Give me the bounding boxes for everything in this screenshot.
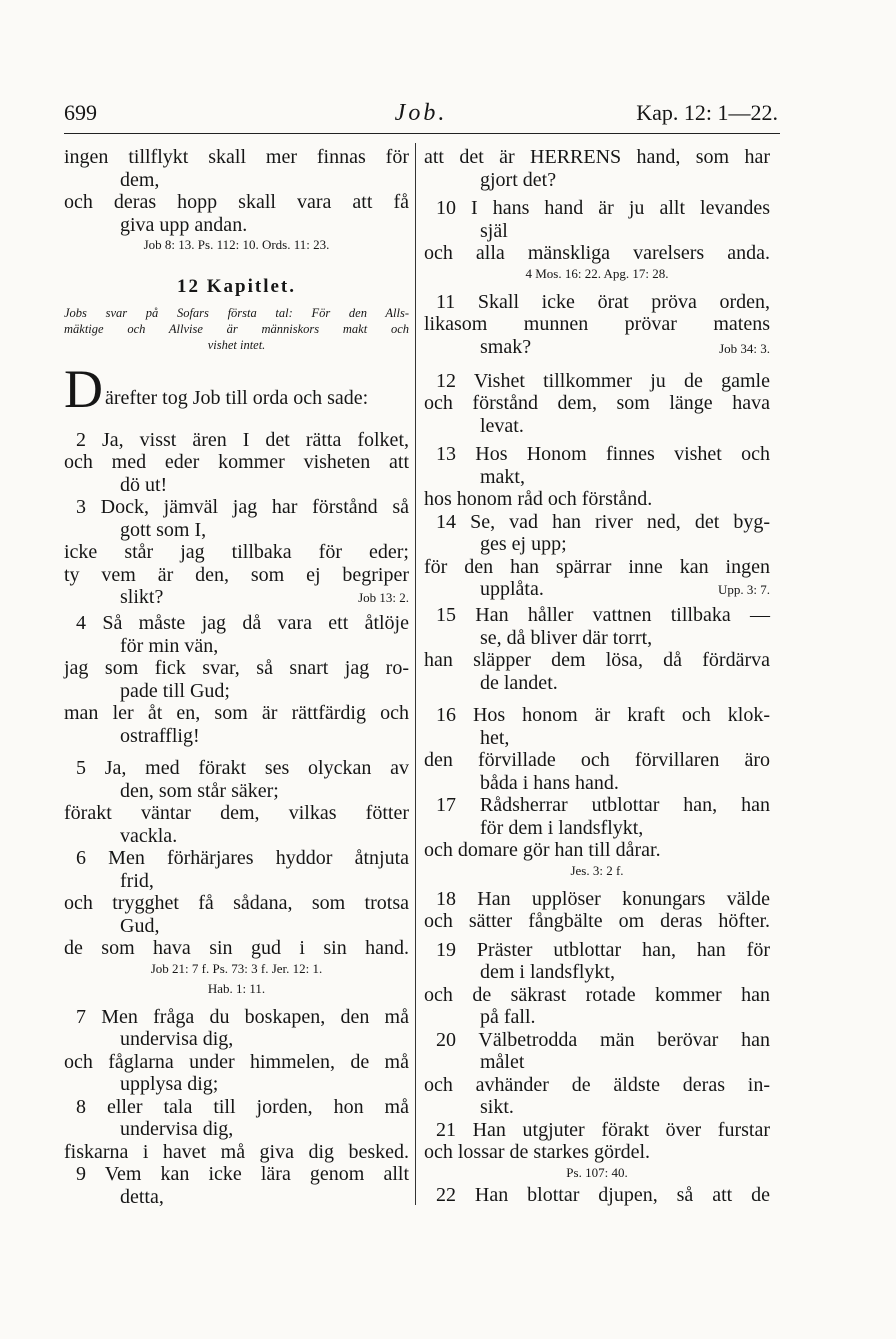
verse-line: 17 Rådsherrar utblottar han, han xyxy=(436,794,770,816)
text-line-with-cite xyxy=(64,586,409,612)
text-line: slikt? xyxy=(120,586,164,608)
text-line: fiskarna i havet må giva dig besked. xyxy=(64,1140,409,1163)
verse-line: 10 I hans hand är ju allt levandes xyxy=(436,197,770,219)
text-line: hos honom råd och förstånd. xyxy=(424,488,653,510)
verse-line: 4 Så måste jag då vara ett åtlöje xyxy=(76,612,409,634)
text-line: vackla. xyxy=(120,824,178,847)
text-line: gjort det? xyxy=(480,168,557,191)
drop-cap: D xyxy=(64,358,103,419)
text-line: levat. xyxy=(480,414,524,437)
text-line: upplysa dig; xyxy=(120,1073,219,1095)
summary-line: mäktige och Allvise är människors makt och xyxy=(64,321,409,336)
chapter-heading: 12 Kapitlet. xyxy=(177,276,296,297)
page-number: 699 xyxy=(64,100,97,125)
text-line: undervisa dig, xyxy=(120,1028,234,1050)
text-line: för min vän, xyxy=(120,634,219,657)
text-line: och alla mänskliga varelsers anda. xyxy=(424,242,770,264)
text-line: ärefter tog Job till orda och sade: xyxy=(105,386,369,409)
verse-line: 18 Han upplöser konungars välde xyxy=(436,887,770,910)
summary-line: vishet intet. xyxy=(207,337,266,352)
text-line: ty vem är den, som ej begriper xyxy=(64,563,409,586)
divine-name: HERRENS xyxy=(530,146,622,168)
text-line: ingen tillflykt skall mer finnas för xyxy=(64,146,409,168)
text-line: giva upp andan. xyxy=(120,213,248,236)
left-column xyxy=(64,146,409,1208)
text-line: icke står jag tillbaka för eder; xyxy=(64,541,409,563)
text-line: sikt. xyxy=(480,1096,514,1118)
text-line: på fall. xyxy=(480,1006,536,1028)
text-line: upplåta. xyxy=(480,578,544,600)
text-line: för dem i landsflykt, xyxy=(480,816,644,839)
column-divider xyxy=(415,143,416,1205)
text-line: de som hava sin gud i sin hand. xyxy=(64,937,409,959)
text-line: och förstånd dem, som länge hava xyxy=(424,392,770,414)
opening-verse xyxy=(64,358,409,419)
chapter-summary xyxy=(64,305,409,353)
text-line: jag som fick svar, så snart jag ro- xyxy=(64,657,409,679)
text-line: att det är HERRENS hand, som har xyxy=(424,146,770,168)
verse-line: 7 Men fråga du boskapen, den må xyxy=(76,1005,409,1028)
cross-reference: Jes. 3: 2 f. xyxy=(570,862,624,878)
verse-line: 19 Präster utblottar han, han för xyxy=(436,938,770,961)
running-book-title: Job. xyxy=(394,100,448,126)
text-line: ges ej upp; xyxy=(480,533,567,555)
cross-reference: Ps. 107: 40. xyxy=(566,1164,628,1180)
text-line: och trygghet få sådana, som trotsa xyxy=(64,892,409,914)
text-line-with-cite xyxy=(424,336,770,364)
text-line: dö ut! xyxy=(120,473,168,496)
text-line: ostrafflig! xyxy=(120,724,200,747)
cross-reference: Job 21: 7 f. Ps. 73: 3 f. Jer. 12: 1. xyxy=(150,960,323,976)
verse-line: 6 Men förhärjares hyddor åtnjuta xyxy=(76,847,409,869)
text-line: för den han spärrar inne kan ingen xyxy=(424,555,770,578)
text-line: och sätter fångbälte om deras höfter. xyxy=(424,910,770,932)
text-line: och de säkrast rotade kommer han xyxy=(424,983,770,1006)
cross-reference: Hab. 1: 11. xyxy=(207,980,266,996)
cross-reference: Job 13: 2. xyxy=(358,590,409,605)
text-line: detta, xyxy=(120,1185,164,1208)
text-line: dem i landsflykt, xyxy=(480,961,615,983)
verse-line: 13 Hos Honom finnes vishet och xyxy=(436,443,770,465)
verse-line: 5 Ja, med förakt ses olyckan av xyxy=(76,757,409,779)
text-line: likasom munnen prövar matens xyxy=(424,313,770,335)
text-line: båda i hans hand. xyxy=(480,771,619,794)
text-line: se, då bliver där torrt, xyxy=(480,626,653,649)
header-rule xyxy=(64,133,780,134)
cross-reference: 4 Mos. 16: 22. Apg. 17: 28. xyxy=(525,265,669,281)
verse-line: 16 Hos honom är kraft och klok- xyxy=(436,704,770,726)
page-header xyxy=(64,100,778,134)
verse-line: 8 eller tala till jorden, hon må xyxy=(76,1095,409,1118)
text-line: undervisa dig, xyxy=(120,1118,234,1140)
verse-line: 22 Han blottar djupen, så att de xyxy=(436,1183,770,1206)
text-line: frid, xyxy=(120,869,154,892)
verse-line: 2 Ja, visst ären I det rätta folket, xyxy=(76,428,409,451)
summary-line: Jobs svar på Sofars första tal: För den Alls- xyxy=(64,305,409,320)
text-line: het, xyxy=(480,726,510,749)
text-line: pade till Gud; xyxy=(120,679,230,702)
cross-reference: Job 8: 13. Ps. 112: 10. Ords. 11: 23. xyxy=(143,237,330,252)
verse-line: 21 Han utgjuter förakt över furstar xyxy=(436,1118,770,1141)
text-line: själ xyxy=(480,219,508,242)
text-line: den, som står säker; xyxy=(120,779,279,802)
verse-line: 3 Dock, jämväl jag har förstånd så xyxy=(76,496,409,518)
text-line: man ler åt en, som är rättfärdig och xyxy=(64,702,409,724)
text-line: Gud, xyxy=(120,914,160,937)
text-line: och avhänder de äldste deras in- xyxy=(424,1073,770,1096)
verse-line: 20 Välbetrodda män berövar han xyxy=(436,1028,770,1051)
text-line: och deras hopp skall vara att få xyxy=(64,191,409,213)
text-line: smak? xyxy=(480,335,532,358)
right-column xyxy=(424,146,770,1206)
text-line: målet xyxy=(480,1051,525,1073)
text-line: han släpper dem lösa, då fördärva xyxy=(424,649,770,671)
cross-reference: Job 34: 3. xyxy=(719,340,770,356)
verse-line: 12 Vishet tillkommer ju de gamle xyxy=(436,369,770,392)
verse-line: 9 Vem kan icke lära genom allt xyxy=(76,1163,409,1185)
cross-reference: Upp. 3: 7. xyxy=(718,582,770,597)
text-line: förakt väntar dem, vilkas fötter xyxy=(64,802,409,824)
text-line: och med eder kommer visheten att xyxy=(64,451,409,473)
text-line: och domare gör han till dårar. xyxy=(424,839,661,861)
text-line: gott som I, xyxy=(120,518,207,541)
text-line: makt, xyxy=(480,465,525,488)
text-line: dem, xyxy=(120,168,160,191)
text-line-with-cite xyxy=(424,578,770,604)
verse-line: 15 Han håller vattnen tillbaka — xyxy=(436,604,770,626)
text-line: och fåglarna under himmelen, de må xyxy=(64,1050,409,1073)
text-line: den förvillade och förvillaren äro xyxy=(424,749,770,771)
text-line: de landet. xyxy=(480,671,558,694)
verse-line: 14 Se, vad han river ned, det byg- xyxy=(436,510,770,533)
verse-line: 11 Skall icke örat pröva orden, xyxy=(436,290,770,313)
text-line: och lossar de starkes gördel. xyxy=(424,1141,651,1163)
chapter-reference: Kap. 12: 1—22. xyxy=(636,100,778,125)
